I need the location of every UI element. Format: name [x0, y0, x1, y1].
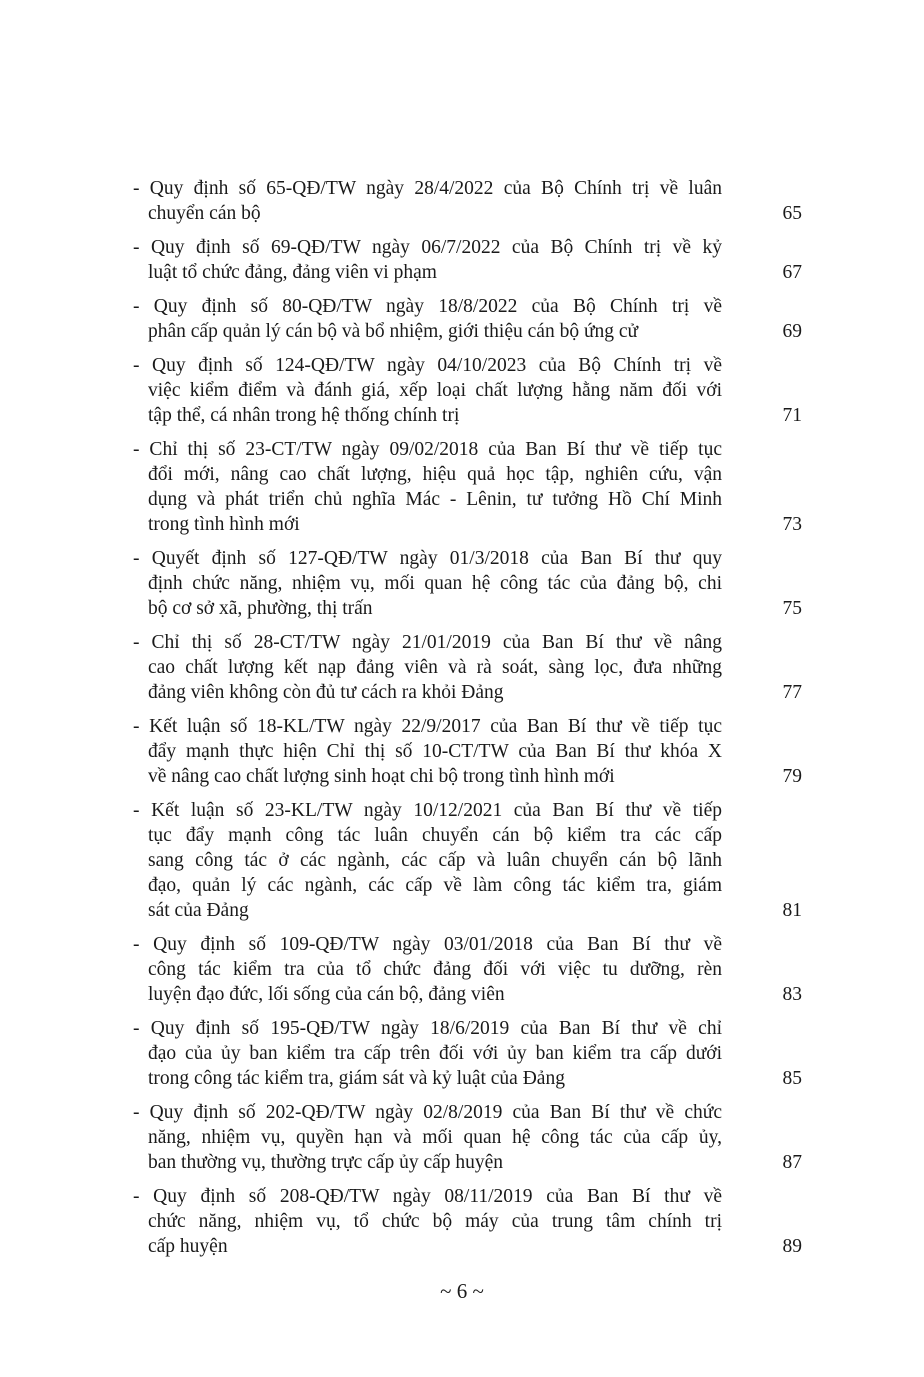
- toc-entry-line: - Chỉ thị số 23-CT/TW ngày 09/02/2018 của Ban Bí thư về tiếp tục: [133, 439, 722, 460]
- toc-page-number: 83: [782, 984, 802, 1005]
- toc-entry: [133, 176, 802, 226]
- toc-entry: [133, 1184, 802, 1259]
- toc-entry-line: - Quy định số 80-QĐ/TW ngày 18/8/2022 của Bộ Chính trị về: [133, 296, 722, 317]
- toc-entry-line: - Quy định số 109-QĐ/TW ngày 03/01/2018 của Ban Bí thư về: [133, 934, 722, 955]
- toc-entry-text: [133, 546, 722, 621]
- toc-entry-line: - Quy định số 202-QĐ/TW ngày 02/8/2019 của Ban Bí thư về chức: [133, 1102, 722, 1123]
- toc-entry: [133, 932, 802, 1007]
- toc-entry-line: về nâng cao chất lượng sinh hoạt chi bộ trong tình hình mới: [148, 766, 615, 787]
- toc-entry-line: dụng và phát triển chủ nghĩa Mác - Lênin, tư tưởng Hồ Chí Minh: [148, 489, 722, 510]
- toc-entry-line: công tác kiểm tra của tổ chức đảng đối với việc tu dưỡng, rèn: [148, 959, 722, 980]
- toc-page-number: 87: [782, 1152, 802, 1173]
- toc-page-number: 65: [782, 203, 802, 224]
- toc-entry-line: đảng viên không còn đủ tư cách ra khỏi Đảng: [148, 682, 504, 703]
- toc-entry-line: cao chất lượng kết nạp đảng viên và rà soát, sàng lọc, đưa những: [148, 657, 722, 678]
- footer-page-number: ~ 6 ~: [440, 1279, 484, 1303]
- toc-page-number: 85: [782, 1068, 802, 1089]
- toc-entry-line: - Quy định số 208-QĐ/TW ngày 08/11/2019 của Ban Bí thư về: [133, 1186, 722, 1207]
- toc-entry-text: [133, 353, 722, 428]
- toc-entry: [133, 294, 802, 344]
- toc-entry-line: luật tổ chức đảng, đảng viên vi phạm: [148, 262, 437, 283]
- page-footer: [0, 1278, 924, 1304]
- toc-entry-line: - Quyết định số 127-QĐ/TW ngày 01/3/2018 của Ban Bí thư quy: [133, 548, 722, 569]
- toc-entry-text: [133, 932, 722, 1007]
- toc-entry-line: đẩy mạnh thực hiện Chỉ thị số 10-CT/TW của Ban Bí thư khóa X: [148, 741, 722, 762]
- toc-entry-line: bộ cơ sở xã, phường, thị trấn: [148, 598, 373, 619]
- toc-entry-line: trong công tác kiểm tra, giám sát và kỷ luật của Đảng: [148, 1068, 565, 1089]
- toc-entry: [133, 630, 802, 705]
- toc-entry-line: cấp huyện: [148, 1236, 228, 1257]
- toc-entry: [133, 714, 802, 789]
- toc-page-number: 75: [782, 598, 802, 619]
- toc-entry-line: phân cấp quản lý cán bộ và bổ nhiệm, giới thiệu cán bộ ứng cử: [148, 321, 639, 342]
- toc-entry-line: ban thường vụ, thường trực cấp ủy cấp huyện: [148, 1152, 504, 1173]
- toc-entry-text: [133, 798, 722, 923]
- toc-entry-line: - Quy định số 65-QĐ/TW ngày 28/4/2022 của Bộ Chính trị về luân: [133, 178, 722, 199]
- toc-page-number: 77: [782, 682, 802, 703]
- toc-page-number: 79: [782, 766, 802, 787]
- toc-entry-line: - Quy định số 69-QĐ/TW ngày 06/7/2022 của Bộ Chính trị về kỷ: [133, 237, 722, 258]
- table-of-contents: [133, 176, 802, 1268]
- toc-entry-line: định chức năng, nhiệm vụ, mối quan hệ công tác của đảng bộ, chi: [148, 573, 722, 594]
- toc-entry-line: năng, nhiệm vụ, quyền hạn và mối quan hệ công tác của cấp ủy,: [148, 1127, 722, 1148]
- toc-entry-text: [133, 1016, 722, 1091]
- toc-entry-text: [133, 437, 722, 537]
- toc-page-number: 73: [782, 514, 802, 535]
- toc-entry: [133, 1016, 802, 1091]
- toc-entry-line: chức năng, nhiệm vụ, tổ chức bộ máy của trung tâm chính trị: [148, 1211, 722, 1232]
- toc-entry-line: chuyển cán bộ: [148, 203, 261, 224]
- toc-entry-text: [133, 294, 722, 344]
- toc-page-number: 81: [782, 900, 802, 921]
- toc-page-number: 69: [782, 321, 802, 342]
- toc-entry-text: [133, 235, 722, 285]
- toc-entry-text: [133, 1100, 722, 1175]
- toc-entry-line: đạo của ủy ban kiểm tra cấp trên đối với ủy ban kiểm tra cấp dưới: [148, 1043, 722, 1064]
- toc-entry: [133, 798, 802, 923]
- toc-entry: [133, 353, 802, 428]
- toc-entry: [133, 1100, 802, 1175]
- toc-page-number: 67: [782, 262, 802, 283]
- toc-entry: [133, 546, 802, 621]
- toc-entry-line: - Quy định số 124-QĐ/TW ngày 04/10/2023 của Bộ Chính trị về: [133, 355, 722, 376]
- toc-entry: [133, 437, 802, 537]
- toc-entry-text: [133, 1184, 722, 1259]
- toc-entry-line: tập thể, cá nhân trong hệ thống chính trị: [148, 405, 460, 426]
- toc-entry-line: - Kết luận số 18-KL/TW ngày 22/9/2017 của Ban Bí thư về tiếp tục: [133, 716, 722, 737]
- toc-entry-line: đạo, quản lý các ngành, các cấp về làm công tác kiểm tra, giám: [148, 875, 722, 896]
- toc-entry-line: trong tình hình mới: [148, 514, 300, 535]
- toc-page-number: 89: [782, 1236, 802, 1257]
- toc-entry-line: tục đẩy mạnh công tác luân chuyển cán bộ kiểm tra các cấp: [148, 825, 722, 846]
- toc-page-number: 71: [782, 405, 802, 426]
- toc-entry-line: - Quy định số 195-QĐ/TW ngày 18/6/2019 của Ban Bí thư về chỉ: [133, 1018, 722, 1039]
- toc-entry-line: - Chỉ thị số 28-CT/TW ngày 21/01/2019 của Ban Bí thư về nâng: [133, 632, 722, 653]
- toc-entry-text: [133, 714, 722, 789]
- toc-entry-text: [133, 630, 722, 705]
- toc-entry-text: [133, 176, 722, 226]
- toc-entry-line: sát của Đảng: [148, 900, 249, 921]
- toc-entry-line: việc kiểm điểm và đánh giá, xếp loại chất lượng hằng năm đối với: [148, 380, 722, 401]
- toc-entry-line: đổi mới, nâng cao chất lượng, hiệu quả học tập, nghiên cứu, vận: [148, 464, 722, 485]
- toc-entry-line: - Kết luận số 23-KL/TW ngày 10/12/2021 của Ban Bí thư về tiếp: [133, 800, 722, 821]
- toc-entry: [133, 235, 802, 285]
- toc-entry-line: luyện đạo đức, lối sống của cán bộ, đảng viên: [148, 984, 505, 1005]
- toc-entry-line: sang công tác ở các ngành, các cấp và luân chuyển cán bộ lãnh: [148, 850, 722, 871]
